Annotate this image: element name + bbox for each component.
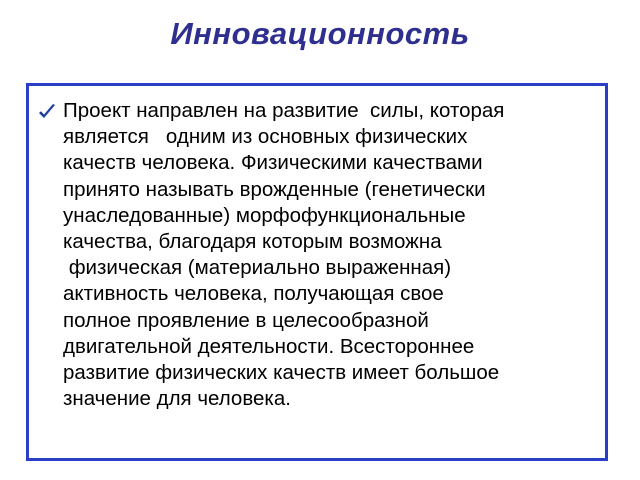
bullet-line: полное проявление в целесообразной: [63, 308, 429, 332]
bullet-line: двигательной деятельности. Всестороннее: [63, 334, 475, 358]
bullet-line: качества, благодаря которым возможна: [63, 230, 442, 254]
bullet-line: унаследованные) морфофункциональные: [63, 203, 466, 227]
bullet-line: качеств человека. Физическими качествами: [63, 151, 483, 175]
bullet-line: физическая (материально выраженная): [63, 256, 452, 280]
bullet-line: активность человека, получающая свое: [63, 282, 444, 306]
content-box: [26, 83, 608, 461]
bullet-line: значение для человека.: [63, 387, 291, 411]
bullet-text: [63, 98, 603, 412]
bullet-line: принято называть врожденные (генетически: [63, 177, 486, 201]
bullet-line: является одним из основных физических: [63, 125, 468, 149]
slide-title: Инновационность: [170, 16, 470, 51]
bullet-line: развитие физических качеств имеет большое: [63, 361, 500, 385]
bullet-line: Проект направлен на развитие силы, которая: [63, 99, 505, 122]
checkmark-icon: [37, 102, 57, 122]
